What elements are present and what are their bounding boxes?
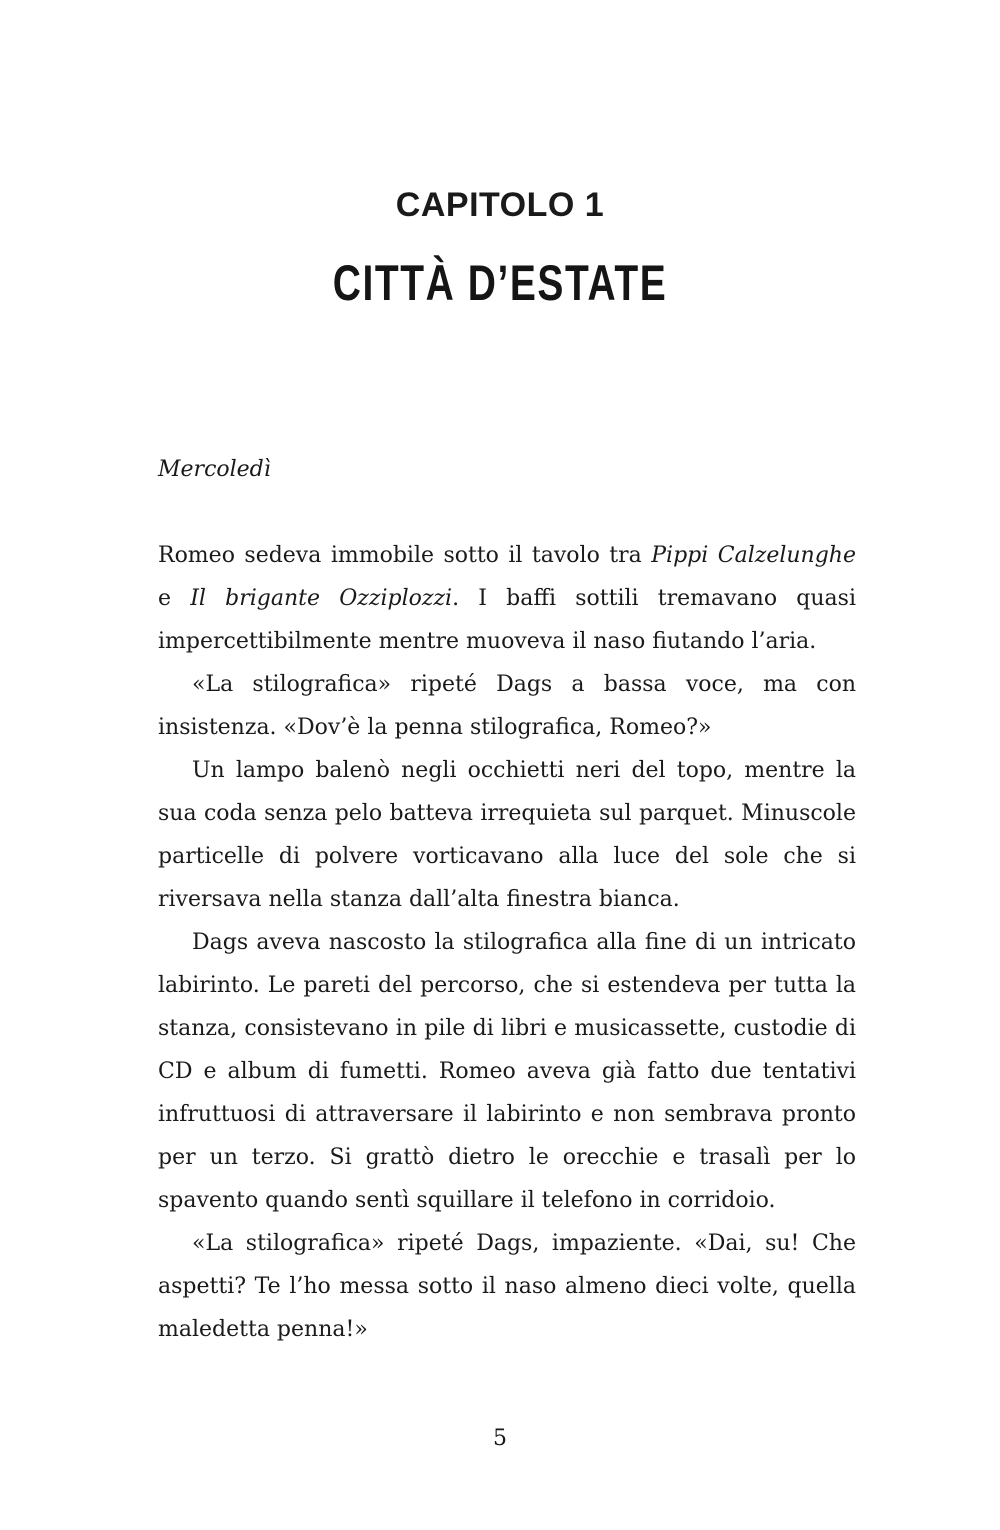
paragraph-4: Dags aveva nascosto la stilografica alla fine di un intricato labirinto. Le pareti del percorso, che si estendeva per tutta la stanza, consistevano in pile di libri e musicassette, custodie di CD e album di fumetti. Romeo aveva già fatto due tentativi infruttuosi di attraversare il labirinto e non sembrava pronto per un terzo. Si grattò dietro le orecchie e trasalì per lo spavento quando sentì squillare il telefono in corridoio. <box>158 930 856 1213</box>
book-title-brigante: Il brigante Ozziplozzi <box>190 586 453 611</box>
chapter-label: CAPITOLO 1 <box>395 186 605 224</box>
paragraph-1-text-b: e <box>158 586 191 611</box>
paragraph-1-text-c: . I baffi sottili tremavano quasi impercettibilmente mentre muoveva il naso fiutando l’aria. <box>158 586 856 654</box>
body-text <box>158 448 856 1351</box>
page-number: 5 <box>493 1426 507 1451</box>
paragraph-1 <box>158 534 856 663</box>
paragraph-3: Un lampo balenò negli occhietti neri del topo, mentre la sua coda senza pelo batteva irrequieta sul parquet. Minuscole particelle di polvere vorticavano alla luce del sole che si riversava nella stanza dall’alta finestra bianca. <box>158 758 856 912</box>
chapter-title: CITTÀ D’ESTATE <box>332 255 668 311</box>
paragraph-1-text-a: Romeo sedeva immobile sotto il tavolo tra <box>158 543 652 568</box>
book-title-pippi: Pippi Calzelunghe <box>651 543 856 568</box>
paragraph-5: «La stilografica» ripeté Dags, impaziente. «Dai, su! Che aspetti? Te l’ho messa sotto il naso almeno dieci volte, quella maledetta penna!» <box>158 1231 856 1342</box>
section-day: Mercoledì <box>158 457 271 482</box>
paragraph-2: «La stilografica» ripeté Dags a bassa voce, ma con insistenza. «Dov’è la penna stilografica, Romeo?» <box>158 672 856 740</box>
